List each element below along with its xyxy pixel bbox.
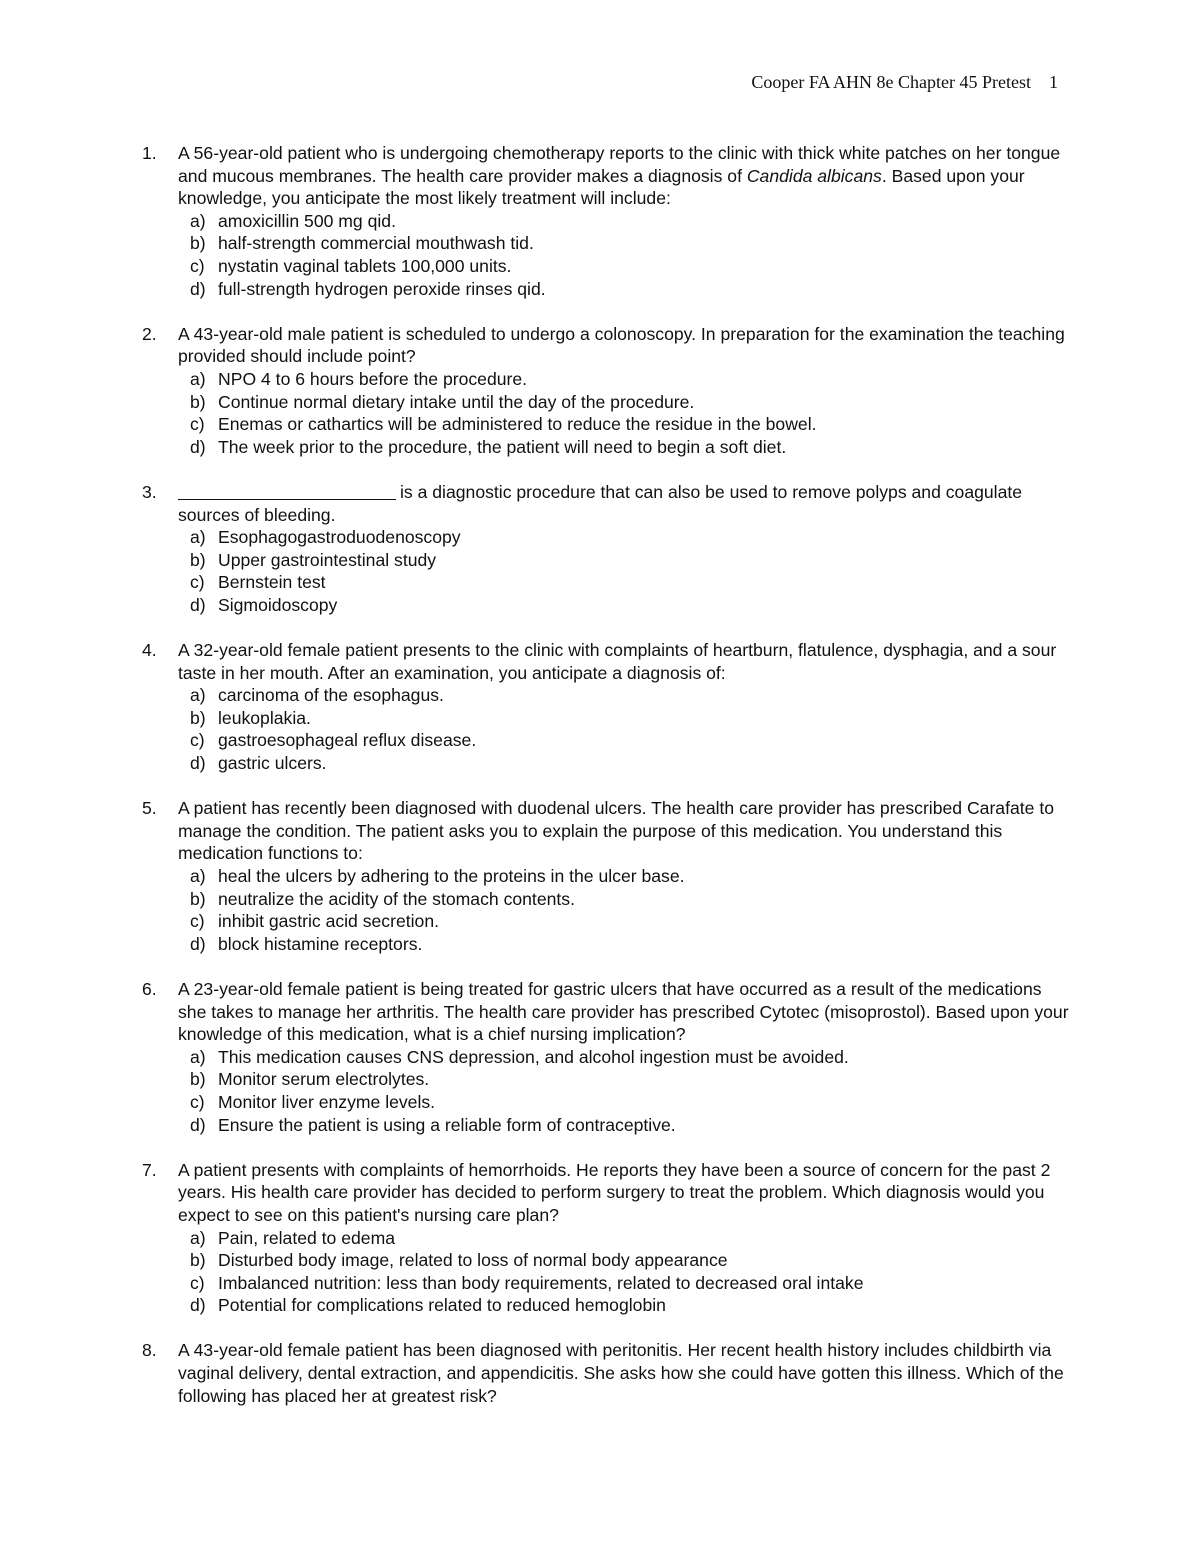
answer-option <box>178 888 1072 911</box>
answer-option <box>178 210 1072 233</box>
answer-option <box>178 684 1072 707</box>
answer-options <box>178 684 1072 774</box>
option-letter: b) <box>190 391 206 412</box>
answer-option <box>178 232 1072 255</box>
option-text: gastroesophageal reflux disease. <box>218 730 477 751</box>
answer-option <box>178 571 1072 594</box>
question-stem <box>178 481 1072 526</box>
option-letter: b) <box>190 549 206 570</box>
option-text: Sigmoidoscopy <box>218 594 338 615</box>
answer-options <box>178 210 1072 300</box>
option-letter: d) <box>190 436 206 457</box>
option-text: amoxicillin 500 mg qid. <box>218 210 396 231</box>
option-letter: d) <box>190 1114 206 1135</box>
answer-option <box>178 549 1072 572</box>
question-stem: A 23-year-old female patient is being treated for gastric ulcers that have occurred as a result of the medications she takes to manage her arthritis. The health care provider has prescribed Cytotec (misoprostol). Based upon your knowledge of this medication, what is a chief nursing implication? <box>178 978 1069 1045</box>
header-title: Cooper FA AHN 8e Chapter 45 Pretest <box>751 72 1031 92</box>
option-letter: a) <box>190 527 206 548</box>
option-letter: b) <box>190 888 206 909</box>
option-letter: b) <box>190 1069 206 1090</box>
option-text: leukoplakia. <box>218 707 311 728</box>
answer-option <box>178 255 1072 278</box>
option-text: This medication causes CNS depression, and alcohol ingestion must be avoided. <box>218 1046 849 1067</box>
option-text: neutralize the acidity of the stomach contents. <box>218 888 575 909</box>
page-number: 1 <box>1049 72 1058 92</box>
option-letter: c) <box>190 1272 205 1293</box>
option-text: Upper gastrointestinal study <box>218 549 437 570</box>
answer-options <box>178 1227 1072 1317</box>
question-stem <box>178 142 1072 210</box>
question-number: 8. <box>142 1340 157 1361</box>
question-stem: A patient presents with complaints of hemorrhoids. He reports they have been a source of concern for the past 2 years. His health care provider has decided to perform surgery to treat the problem. Which diagnosis would you expect to see on this patient's nursing care plan? <box>178 1159 1051 1225</box>
question-number: 7. <box>142 1159 157 1180</box>
question-6 <box>142 978 1072 1136</box>
answer-options <box>178 1046 1072 1136</box>
option-text: Potential for complications related to reduced hemoglobin <box>218 1295 666 1316</box>
option-text: Disturbed body image, related to loss of normal body appearance <box>218 1250 728 1271</box>
question-7 <box>142 1159 1072 1317</box>
question-2 <box>142 323 1072 459</box>
answer-option <box>178 910 1072 933</box>
answer-options <box>178 526 1072 616</box>
question-stem: A 32-year-old female patient presents to the clinic with complaints of heartburn, flatulence, dysphagia, and a sour taste in her mouth. After an examination, you anticipate a diagnosis of: <box>178 640 1057 683</box>
answer-option <box>178 1272 1072 1295</box>
answer-option <box>178 278 1072 301</box>
option-text: Imbalanced nutrition: less than body requirements, related to decreased oral intake <box>218 1272 864 1293</box>
option-letter: d) <box>190 278 206 299</box>
option-text: inhibit gastric acid secretion. <box>218 911 440 932</box>
answer-options <box>178 865 1072 955</box>
option-text: Esophagogastroduodenoscopy <box>218 527 461 548</box>
answer-option <box>178 1249 1072 1272</box>
option-text: full-strength hydrogen peroxide rinses qid. <box>218 278 546 299</box>
answer-option <box>178 707 1072 730</box>
answer-option <box>178 933 1072 956</box>
option-letter: a) <box>190 368 206 389</box>
question-number: 3. <box>142 481 157 502</box>
question-number: 6. <box>142 978 157 999</box>
option-letter: a) <box>190 1046 206 1067</box>
answer-option <box>178 1091 1072 1114</box>
fill-in-blank <box>178 483 396 500</box>
option-letter: c) <box>190 1091 205 1112</box>
option-letter: c) <box>190 911 205 932</box>
stem-italic-text: Candida albicans <box>746 165 882 186</box>
question-list <box>142 142 1072 1430</box>
option-text: Continue normal dietary intake until the day of the procedure. <box>218 391 695 412</box>
option-text: Pain, related to edema <box>218 1227 396 1248</box>
option-text: Monitor serum electrolytes. <box>218 1069 430 1090</box>
question-stem: A 43-year-old male patient is scheduled to undergo a colonoscopy. In preparation for the examination the teaching provided should include point? <box>178 323 1065 367</box>
question-3 <box>142 481 1072 617</box>
option-text: Monitor liver enzyme levels. <box>218 1091 436 1112</box>
option-letter: d) <box>190 1295 206 1316</box>
option-letter: d) <box>190 594 206 615</box>
question-1 <box>142 142 1072 300</box>
answer-option <box>178 413 1072 436</box>
option-text: carcinoma of the esophagus. <box>218 685 444 706</box>
option-letter: a) <box>190 866 206 886</box>
answer-option <box>178 1294 1072 1317</box>
question-4 <box>142 639 1072 775</box>
question-number: 2. <box>142 323 157 344</box>
answer-option <box>178 729 1072 752</box>
question-8 <box>142 1339 1072 1407</box>
option-letter: b) <box>190 233 206 254</box>
answer-option <box>178 526 1072 549</box>
option-letter: a) <box>190 1227 206 1248</box>
question-number: 4. <box>142 640 157 661</box>
option-letter: b) <box>190 707 206 728</box>
answer-option <box>178 752 1072 775</box>
option-letter: d) <box>190 753 206 774</box>
answer-option <box>178 1068 1072 1091</box>
option-letter: a) <box>190 210 206 231</box>
option-letter: c) <box>190 414 205 435</box>
option-letter: c) <box>190 730 205 751</box>
option-text: nystatin vaginal tablets 100,000 units. <box>218 255 512 276</box>
option-text: gastric ulcers. <box>218 753 327 774</box>
option-letter: b) <box>190 1250 206 1271</box>
option-text: Bernstein test <box>218 572 326 593</box>
answer-option <box>178 436 1072 459</box>
option-text: Enemas or cathartics will be administered to reduce the residue in the bowel. <box>218 414 817 435</box>
option-text: heal the ulcers by adhering to the proteins in the ulcer base. <box>218 866 685 886</box>
stem-text: A 56-year-old patient who is undergoing chemotherapy reports to the clinic with thick white patches on her tongue and mucous membranes. The health care provider makes a diagnosis of <box>178 143 1061 186</box>
answer-option <box>178 1046 1072 1069</box>
answer-option <box>178 1227 1072 1250</box>
option-letter: c) <box>190 255 205 276</box>
question-number: 1. <box>142 143 157 163</box>
stem-text: is a diagnostic procedure that can also be used to remove polyps and coagulate sources of bleeding. <box>178 481 1023 525</box>
option-letter: c) <box>190 572 205 593</box>
answer-options <box>178 368 1072 458</box>
question-number: 5. <box>142 798 157 819</box>
question-stem: A 43-year-old female patient has been diagnosed with peritonitis. Her recent health history includes childbirth via vaginal delivery, dental extraction, and appendicitis. She asks how she could have gotten this illness. Which of the following has placed her at greatest risk? <box>178 1340 1064 1406</box>
option-text: block histamine receptors. <box>218 933 423 954</box>
answer-option <box>178 391 1072 414</box>
page-header <box>751 72 1058 93</box>
answer-option <box>178 594 1072 617</box>
option-text: NPO 4 to 6 hours before the procedure. <box>218 368 528 389</box>
answer-option <box>178 865 1072 888</box>
answer-option <box>178 1114 1072 1137</box>
option-letter: d) <box>190 933 206 954</box>
option-text: Ensure the patient is using a reliable form of contraceptive. <box>218 1114 676 1135</box>
question-5 <box>142 797 1072 955</box>
stem-text: . Based upon your knowledge, you anticipate the most likely treatment will include: <box>178 165 1025 209</box>
option-text: The week prior to the procedure, the patient will need to begin a soft diet. <box>218 436 787 457</box>
question-stem: A patient has recently been diagnosed with duodenal ulcers. The health care provider has prescribed Carafate to manage the condition. The patient asks you to explain the purpose of this medication. You understand this medication functions to: <box>178 798 1055 864</box>
option-letter: a) <box>190 685 206 706</box>
option-text: half-strength commercial mouthwash tid. <box>218 233 534 254</box>
answer-option <box>178 368 1072 391</box>
